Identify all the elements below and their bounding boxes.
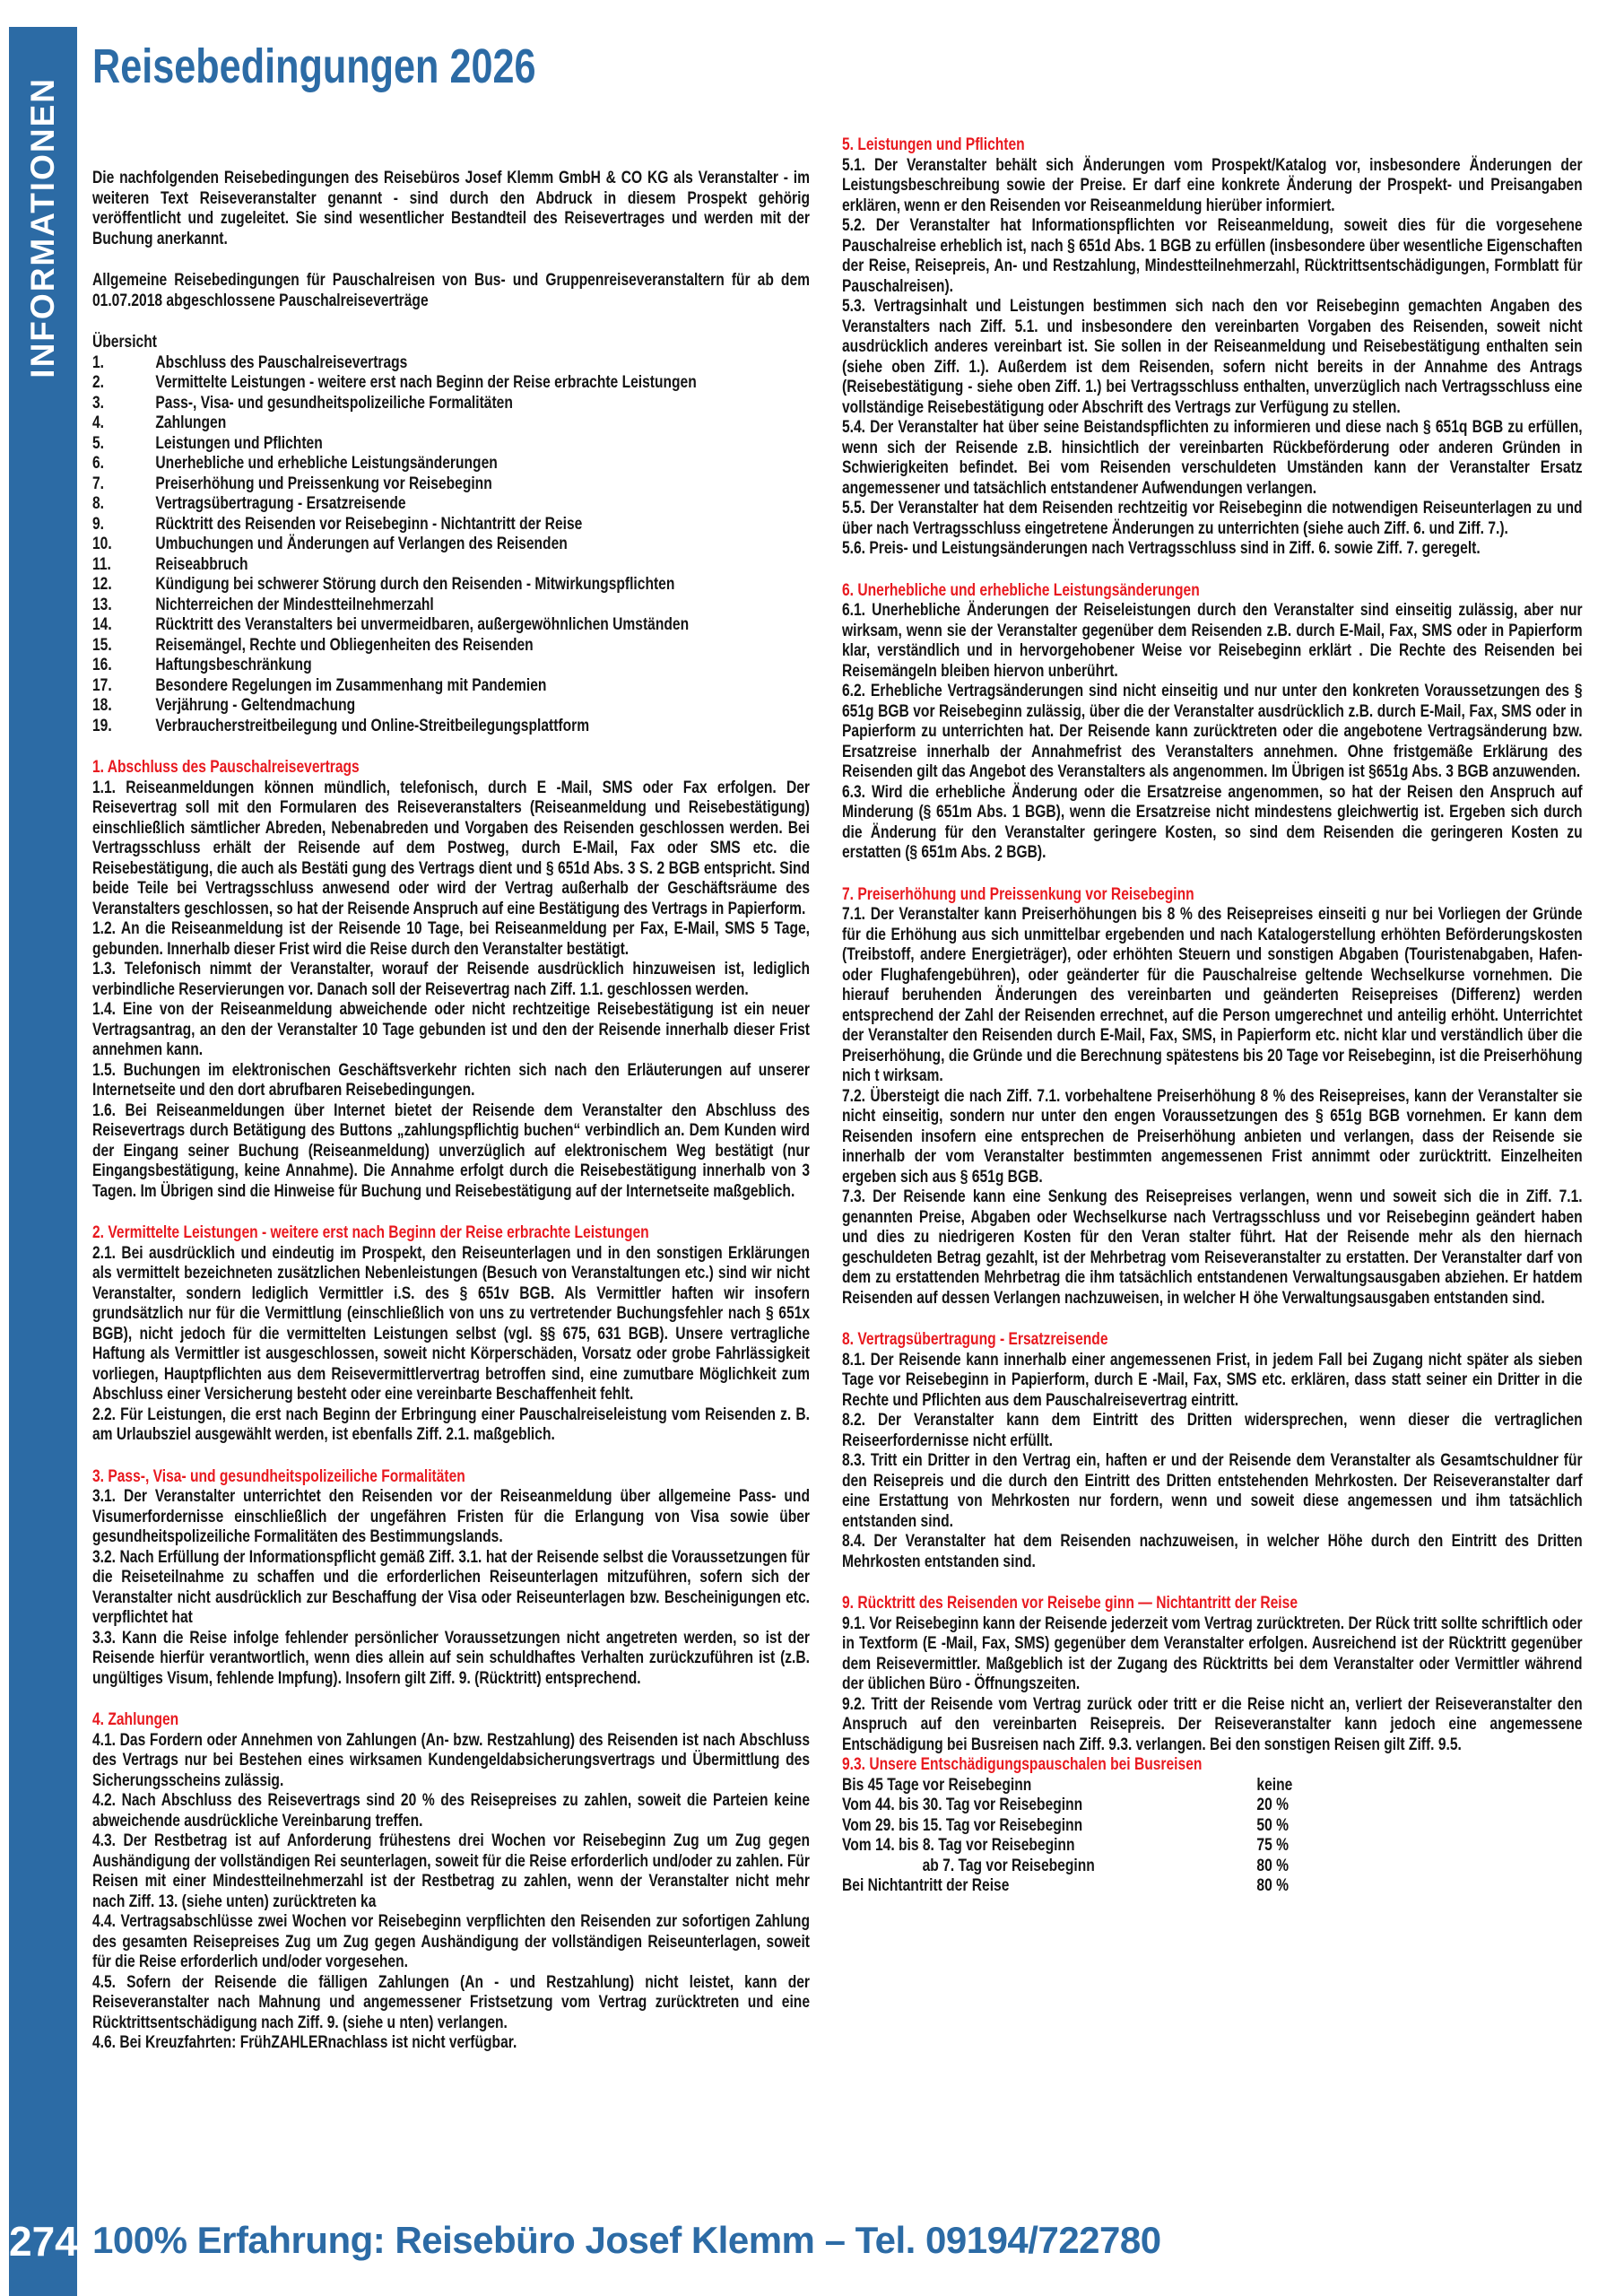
overview-item-n: 10. (92, 534, 112, 554)
paragraph: 4.6. Bei Kreuzfahrten: FrühZAHLERnachlass ist nicht verfügbar. (92, 2032, 517, 2053)
overview-item (92, 595, 810, 615)
section-1 (92, 757, 810, 1201)
overview-item (92, 695, 810, 716)
section-3-heading: 3. Pass-, Visa- und gesundheitspolizeiliche Formalitäten (92, 1465, 465, 1486)
overview-heading: Übersicht (92, 332, 157, 352)
paragraph: 9.2. Tritt der Reisende vom Vertrag zurück oder tritt er die Reise nicht an, verliert der Reiseveranstalter den Anspruch auf den vereinbarten Reisepreis. Der Reiseveranstalter kann jedoch eine angemessene Entschädigung bei Busreisen nach Ziff. 9.3. verlangen. Bei den sonstigen Reisen gilt Ziff. 9.5. (842, 1693, 1583, 1754)
section-5-body (842, 155, 1583, 559)
fee-table-row (842, 1815, 1583, 1836)
paragraph: 4.1. Das Fordern oder Annehmen von Zahlungen (An- bzw. Restzahlung) des Reisenden ist nach Abschluss des Vertrags nur bei Bestehen eines wirksamen Kundengeldabsicherungsvertrags und Übermittlung des Sicherungsscheins zulässig. (92, 1729, 810, 1790)
section-9 (842, 1593, 1583, 1896)
paragraph: 1.4. Eine von der Reiseanmeldung abweichende oder nicht rechtzeitige Reisebestätigung ist ein neuer Vertragsantrag, an den der Veranstalter 10 Tage gebunden ist und den der Reisende innerhalb dieser Frist annehmen kann. (92, 999, 810, 1060)
overview-item-t: Pass-, Visa- und gesundheitspolizeiliche Formalitäten (155, 392, 513, 413)
overview-item (92, 655, 810, 675)
section-3-body (92, 1486, 810, 1688)
overview-list (92, 352, 810, 736)
paragraph: 4.4. Vertragsabschlüsse zwei Wochen vor Reisebeginn verpflichten den Reisenden zur sofortigen Zahlung des gesamten Reisepreises Zug um Zug gegen Aushändigung der vollständigen Reiseunterlagen, soweit für die Reise erforderlich und/oder vorgesehen. (92, 1911, 810, 1972)
section-9-3-subheading: 9.3. Unsere Entschädigungspauschalen bei Busreisen (842, 1754, 1203, 1774)
fee-table-row-v: 20 % (1256, 1795, 1289, 1814)
fee-table-row-t: Vom 44. bis 30. Tag vor Reisebeginn (842, 1795, 1083, 1814)
overview-item-t: Vertragsübertragung - Ersatzreisende (155, 493, 406, 514)
fee-table-row-t: Bei Nichtantritt der Reise (842, 1875, 1010, 1895)
column-right-inner (842, 135, 1583, 1896)
paragraph: 7.2. Übersteigt die nach Ziff. 7.1. vorbehaltene Preiserhöhung 8 % des Reisepreises, kann der Veranstalter sie nicht einseitig, sondern nur unter den engen Voraussetzungen des § 651g BGB vornehmen. Er kann dem Reisenden insofern eine entsprechen de Preiserhöhung anbieten und verlangen, dass der Reisende sie innerhalb der vom Veranstalter bestimmten angemessenen Frist annimmt oder zurücktritt. Einzelheiten ergeben sich aus § 651g BGB. (842, 1085, 1583, 1187)
overview-item (92, 453, 810, 474)
section-8 (842, 1329, 1583, 1571)
fee-table-row (842, 1835, 1583, 1856)
page-number: 274 (9, 2218, 78, 2265)
section-7-body (842, 904, 1583, 1308)
paragraph: 6.1. Unerhebliche Änderungen der Reiseleistungen durch den Veranstalter sind einseitig zulässig, aber nur wirksam, wenn sie der Veranstalter gegenüber dem Reisenden z.B. durch E-Mail, Fax, SMS oder in Papierform klar, verständlich und in hervorgehobener Weise vor Reisebeginn erklärt . Die Rechte des Reisenden bei Reisemängeln bleiben hiervon unberührt. (842, 600, 1583, 681)
column-left (92, 41, 810, 2151)
overview-item-n: 6. (92, 453, 105, 474)
paragraph: 8.3. Tritt ein Dritter in den Vertrag ein, haften er und der Reisende dem Veranstalter als Gesamtschuldner für den Reisepreis und die durch den Eintritt des Dritten entstehenden Mehrkosten. Der Reiseveranstalter darf eine Erstattung von Mehrkosten nur fordern, wenn und soweit diese angemessen und ihm tatsächlich entstanden sind. (842, 1450, 1583, 1531)
fee-table-row-v: 50 % (1256, 1814, 1289, 1835)
paragraph: 1.5. Buchungen im elektronischen Geschäftsverkehr richten sich nach den Erläuterungen auf unserer Internetseite und den dort abrufbaren Reisebedingungen. (92, 1059, 810, 1100)
section-4-heading: 4. Zahlungen (92, 1709, 179, 1730)
overview-item-t: Reiseabbruch (155, 553, 248, 574)
column-left-inner (92, 41, 810, 2053)
overview-item-t: Nichterreichen der Mindestteilnehmerzahl (155, 594, 434, 614)
fee-table-row (842, 1875, 1583, 1896)
section-1-body (92, 778, 810, 1202)
fee-table-row-t: Bis 45 Tage vor Reisebeginn (842, 1774, 1032, 1795)
paragraph: 8.1. Der Reisende kann innerhalb einer angemessenen Frist, in jedem Fall bei Zugang nicht später als sieben Tage vor Reisebeginn in Papierform, durch E -Mail, Fax, SMS etc. erklären, dass statt seiner ein Dritter in die Rechte und Pflichten aus dem Pauschalreisevertrag eintritt. (842, 1349, 1583, 1410)
overview-item-t: Vermittelte Leistungen - weitere erst nach Beginn der Reise erbrachte Leistungen (155, 372, 697, 393)
overview-item-n: 19. (92, 715, 112, 735)
fee-table-row-t: Vom 29. bis 15. Tag vor Reisebeginn (842, 1814, 1083, 1835)
fee-table-row (842, 1856, 1583, 1876)
overview (92, 332, 810, 735)
paragraph: 2.1. Bei ausdrücklich und eindeutig im Prospekt, den Reiseunterlagen und in den sonstigen Erklärungen als vermittelt bezeichneten zusätzlichen Nebenleistungen (Besuch von Veranstaltungen etc.) sind wir nicht Veranstalter, sondern lediglich Vermittler i.S. des § 651v BGB. Als Vermittler haften wir insofern grundsätzlich nur für die Vermittlung (einschließlich von uns zu vertretender Buchungsfehler nach § 651x BGB), nicht jedoch für die vermittelten Leistungen selbst (vgl. §§ 675, 631 BGB). Unsere vertragliche Haftung als Vermittler ist ausgeschlossen, soweit nicht Körperschäden, Vorsatz oder grobe Fahrlässigkeit vorliegen, Hauptpflichten aus dem Reisevermittlervertrag betroffen sind, eine zumutbare Möglichkeit zum Abschluss einer Versicherung besteht oder eine vereinbarte Beschaffenheit fehlt. (92, 1242, 810, 1405)
section-2 (92, 1222, 810, 1445)
section-6-heading: 6. Unerhebliche und erhebliche Leistungsänderungen (842, 579, 1200, 600)
section-6-body (842, 600, 1583, 863)
paragraph: 9.1. Vor Reisebeginn kann der Reisende jederzeit vom Vertrag zurücktreten. Der Rück tritt sollte schriftlich oder in Textform (E -Mail, Fax, SMS) gegenüber dem Veranstalter erfolgen. Ausreichend ist der Rücktritt gegenüber dem Reisevermittler. Maßgeblich ist der Zugang des Rücktritts bei dem Veranstalter oder Vermittler während der üblichen Büro - Öffnungszeiten. (842, 1613, 1583, 1693)
paragraph: 5.6. Preis- und Leistungsänderungen nach Vertragsschluss sind in Ziff. 6. sowie Ziff. 7. geregelt. (842, 538, 1481, 558)
paragraph: 3.2. Nach Erfüllung der Informationspflicht gemäß Ziff. 3.1. hat der Reisende selbst die Voraussetzungen für die Reiseteilnahme zu schaffen und die erforderlichen Reiseunterlagen mitzuführen, sofern sich der Veranstalter nicht ausdrücklich zur Beschaffung der Visa oder Reiseunterlagen bzw. Bescheinigungen etc. verpflichtet hat (92, 1546, 810, 1628)
cancellation-fee-table (842, 1775, 1583, 1896)
overview-item-n: 17. (92, 674, 112, 695)
overview-item-t: Rücktritt des Reisenden vor Reisebeginn - Nichtantritt der Reise (155, 513, 583, 534)
overview-item (92, 433, 810, 454)
overview-item (92, 372, 810, 393)
section-4-body (92, 1730, 810, 2053)
overview-item-n: 5. (92, 432, 105, 453)
overview-item (92, 534, 810, 554)
overview-item (92, 352, 810, 373)
paragraph: 1.2. An die Reiseanmeldung ist der Reisende 10 Tage, bei Reiseanmeldung per Fax, E-Mail, SMS 5 Tage, gebunden. Innerhalb dieser Frist wird die Reise durch den Veranstalter bestätigt. (92, 918, 810, 959)
fee-table-row (842, 1775, 1583, 1796)
paragraph: 3.3. Kann die Reise infolge fehlender persönlicher Voraussetzungen nicht angetreten werden, so ist der Reisende hierfür verantwortlich, wenn dies allein auf sein schuldhaftes Verhalten zurückzuführen ist (z.B. ungültiges Visum, fehlende Impfung). Insofern gilt Ziff. 9. (Rücktritt) entsprechend. (92, 1627, 810, 1688)
overview-item-t: Kündigung bei schwerer Störung durch den Reisenden - Mitwirkungspflichten (155, 574, 675, 595)
fee-table-row (842, 1795, 1583, 1815)
overview-item-n: 12. (92, 574, 112, 595)
overview-item-n: 16. (92, 655, 112, 675)
overview-item-n: 3. (92, 392, 105, 413)
overview-item-n: 14. (92, 614, 112, 635)
sidebar-bar (9, 27, 77, 2296)
overview-item-n: 4. (92, 413, 105, 433)
overview-item-t: Haftungsbeschränkung (155, 655, 312, 675)
overview-item (92, 614, 810, 635)
section-7 (842, 884, 1583, 1309)
fee-table-row-t: Vom 14. bis 8. Tag vor Reisebeginn (842, 1835, 1075, 1855)
overview-item-n: 15. (92, 634, 112, 655)
paragraph: 1.6. Bei Reiseanmeldungen über Internet bietet der Reisende dem Veranstalter den Abschluss des Reisevertrags durch Betätigung des Buttons „zahlungspflichtig buchen“ verbindlich an. Dem Kunden wird der Eingang seiner Buchung (Reiseanmeldung) unverzüglich auf elektronischem Weg bestätigt (nur Eingangsbestätigung, keine Annahme). Die Annahme erfolgt durch die Reisebestätigung innerhalb von 3 Tagen. Im Übrigen sind die Hinweise für Buchung und Reisebestätigung auf der Internetseite maßgeblich. (92, 1100, 810, 1201)
paragraph: 5.1. Der Veranstalter behält sich Änderungen vom Prospekt/Katalog vor, insbesondere Änderungen der Leistungsbeschreibung sowie der Preise. Er darf eine konkrete Änderung der Prospekt- und Preisangaben erklären, wenn er den Reisenden vor Reiseanmeldung hierüber informiert. (842, 154, 1583, 215)
paragraph: 8.2. Der Veranstalter kann dem Eintritt des Dritten widersprechen, wenn dieser die vertraglichen Reiseerfordernisse nicht erfüllt. (842, 1410, 1583, 1450)
content-columns (92, 41, 1592, 2151)
intro-paragraph-1: Die nachfolgenden Reisebedingungen des Reisebüros Josef Klemm GmbH & CO KG als Veranstalter - im weiteren Text Reiseveranstalter genannt - sind durch den Abdruck in diesem Prospekt gehörig veröffentlicht und zugeleitet. Sie sind wesentlicher Bestandteil des Reisevertrages und werden mit der Buchung anerkannt. (92, 168, 810, 248)
paragraph: 6.2. Erhebliche Vertragsänderungen sind nicht einseitig und nur unter den konkreten Voraussetzungen des § 651g BGB vor Reisebeginn zulässig, über die der Veranstalter ausdrücklich z.B. durch E-Mail, Fax, SMS oder in Papierform zu unterrichten hat. Der Reisende kann zurücktreten oder die angebotene Vertragsänderung bzw. Ersatzreise innerhalb der Annahmefrist des Veranstalters annehmen. Ohne fristgemäße Erklärung des Reisenden gilt das Angebot des Veranstalters als angenommen. Im Übrigen ist §651g Abs. 3 BGB anzuwenden. (842, 681, 1583, 781)
overview-item-t: Abschluss des Pauschalreisevertrags (155, 352, 408, 372)
overview-item (92, 514, 810, 535)
paragraph: 7.1. Der Veranstalter kann Preiserhöhungen bis 8 % des Reisepreises einseiti g nur bei Vorliegen der Gründe für die Erhöhung aus sich unmittelbar ergebenden und nach Katalogerstellung erhöhten Beförderungskosten (Treibstoff, andere Energieträger), oder erhöhten Steuern und sonstigen Abgaben (Touristenabgaben, Hafen- oder Flughafengebühren), oder geänderter für die Pauschalreise geltende Wechselkurse vornehmen. Die hierauf beruhenden Änderungen des vereinbarten und geänderten Reisepreises (Differenz) werden entsprechend der Zahl der Reisenden errechnet, auf die Person umgerechnet und anteilig erhöht. Unterrichtet der Veranstalter den Reisenden durch E-Mail, Fax, SMS, in Papierform etc. nicht klar und verständlich über die Preiserhöhung, die Gründe und die Berechnung spätestens bis 20 Tage vor Reisebeginn, ist die Preiserhöhung nich t wirksam. (842, 904, 1583, 1085)
paragraph: 8.4. Der Veranstalter hat dem Reisenden nachzuweisen, in welcher Höhe durch den Eintritt des Dritten Mehrkosten entstanden sind. (842, 1531, 1583, 1571)
intro-paragraph-2: Allgemeine Reisebedingungen für Pauschalreisen von Bus- und Gruppenreiseveranstaltern für ab dem 01.07.2018 abgeschlossene Pauschalreiseverträge (92, 270, 810, 310)
overview-item-t: Leistungen und Pflichten (155, 432, 323, 453)
paragraph: 3.1. Der Veranstalter unterrichtet den Reisenden vor der Reiseanmeldung über allgemeine Pass- und Visumerfordernisse einschließlich der ungefähren Fristen für die Erlangung von Visa sowie über gesundheitspolizeiliche Formalitäten des Bestimmungslands. (92, 1486, 810, 1547)
paragraph: 4.2. Nach Abschluss des Reisevertrags sind 20 % des Reisepreises zu zahlen, soweit die Parteien keine abweichende ausdrückliche Vereinbarung treffen. (92, 1790, 810, 1831)
overview-item (92, 493, 810, 514)
section-9-body (842, 1613, 1583, 1755)
overview-item (92, 716, 810, 736)
column-right (842, 41, 1583, 2151)
overview-item (92, 474, 810, 494)
overview-item (92, 574, 810, 595)
overview-item-t: Verbraucherstreitbeilegung und Online-Streitbeilegungsplattform (155, 715, 590, 735)
paragraph: 4.3. Der Restbetrag ist auf Anforderung frühestens drei Wochen vor Reisebeginn Zug um Zug gegen Aushändigung der vollständigen Rei seunterlagen, soweit für die Reise erforderlich und/oder zu zahlen. Für Reisen mit einer Mindestteilnehmerzahl ist der Restbetrag zu zahlen, wenn der Veranstalter nicht mehr nach Ziff. 13. (siehe unten) zurücktreten ka (92, 1831, 810, 1911)
sidebar-label-wrap (9, 77, 77, 378)
section-8-body (842, 1350, 1583, 1572)
section-3 (92, 1466, 810, 1689)
fee-table-row-v: 75 % (1256, 1835, 1289, 1855)
paragraph: 7.3. Der Reisende kann eine Senkung des Reisepreises verlangen, wenn und soweit sich die in Ziff. 7.1. genannten Preise, Abgaben oder Wechselkurse nach Vertragsschluss und vor Reisebeginn geändert haben und dies zu niedrigeren Kosten für den Veran stalter führt. Hat der Reisende mehr als den hiernach geschuldeten Betrag gezahlt, ist der Mehrbetrag vom Reiseveranstalter zu erstatten. Der Veranstalter darf von dem zu erstattenden Mehrbetrag die ihm tatsächlich entstandenen Verwaltungsausgaben abziehen. Er hatdem Reisenden auf dessen Verlangen nachzuweisen, in welcher H öhe Verwaltungsausgaben entstanden sind. (842, 1187, 1583, 1308)
overview-item (92, 635, 810, 656)
fee-table-row-v: keine (1256, 1774, 1293, 1795)
section-4 (92, 1709, 810, 2053)
section-8-heading: 8. Vertragsübertragung - Ersatzreisende (842, 1329, 1108, 1349)
section-7-heading: 7. Preiserhöhung und Preissenkung vor Reisebeginn (842, 883, 1194, 904)
overview-item-t: Unerhebliche und erhebliche Leistungsänderungen (155, 453, 498, 474)
paragraph: 2.2. Für Leistungen, die erst nach Beginn der Erbringung einer Pauschalreiseleistung vom Reisenden z. B. am Urlaubsziel ausgewählt werden, ist ebenfalls Ziff. 2.1. maßgeblich. (92, 1404, 810, 1445)
overview-item-t: Verjährung - Geltendmachung (155, 695, 356, 716)
overview-item (92, 413, 810, 433)
section-2-body (92, 1243, 810, 1445)
overview-item-t: Rücktritt des Veranstalters bei unvermeidbaren, außergewöhnlichen Umständen (155, 614, 690, 635)
paragraph: 5.3. Vertragsinhalt und Leistungen bestimmen sich nach den vor Reisebeginn gemachten Angaben des Veranstalters nach Ziff. 5.1. und insbesondere den vereinbarten Vorgaben des Reisenden, soweit nicht ausdrücklich anderes vereinbart ist. Sie sollen in der Reiseanmeldung und Reisebestätigung enthalten sein (siehe oben Ziff. 1.). Außerdem ist dem Reisenden, sofern nicht bereits in der Annahme des Antrags (Reisebestätigung - siehe oben Ziff. 1.) bei Vertragsschluss enthalten, unverzüglich nach Vertragsschluss eine vollständige Reisebestätigung oder Abschrift des Vertrags zur Verfügung zu stellen. (842, 296, 1583, 417)
section-5-heading: 5. Leistungen und Pflichten (842, 135, 1025, 154)
overview-item-t: Zahlungen (155, 413, 227, 433)
sidebar-label: INFORMATIONEN (24, 77, 61, 378)
overview-item-n: 13. (92, 594, 112, 614)
section-2-heading: 2. Vermittelte Leistungen - weitere erst nach Beginn der Reise erbrachte Leistungen (92, 1222, 649, 1243)
paragraph: 6.3. Wird die erhebliche Änderung oder die Ersatzreise angenommen, so hat der Reisen den Anspruch auf Minderung (§ 651m Abs. 1 BGB), wenn die Ersatzreise nicht mindestens gleichwertig ist. Ergeben sich durch die Änderung für den Veranstalter geringere Kosten, so sind dem Reisenden die geringeren Kosten zu erstatten (§ 651m Abs. 2 BGB). (842, 781, 1583, 862)
fee-table-row-t: ab 7. Tag vor Reisebeginn (922, 1855, 1095, 1875)
overview-item-t: Besondere Regelungen im Zusammenhang mit Pandemien (155, 674, 547, 695)
overview-item (92, 393, 810, 413)
fee-table-row-v: 80 % (1256, 1855, 1289, 1875)
overview-item-n: 8. (92, 493, 105, 514)
section-5 (842, 135, 1583, 559)
overview-item-n: 1. (92, 352, 105, 372)
section-9-heading: 9. Rücktritt des Reisenden vor Reisebe ginn — Nichtantritt der Reise (842, 1593, 1298, 1613)
paragraph: 5.4. Der Veranstalter hat über seine Beistandspflichten zu informieren und diese nach § 651q BGB zu erfüllen, wenn sich der Reisende z.B. hinsichtlich der vereinbarten Rückbeförderung oder anderen Gründen in Schwierigkeiten befindet. Bei vom Reisenden verschuldeten Umständen kann der Veranstalter Ersatz angemessener und tatsächlich entstandener Aufwendungen verlangen. (842, 417, 1583, 498)
footer-text: 100% Erfahrung: Reisebüro Josef Klemm – Tel. 09194/722780 (92, 2219, 1161, 2261)
page-title: Reisebedingungen 2026 (92, 41, 536, 93)
paragraph: 5.2. Der Veranstalter hat Informationspflichten vor Reiseanmeldung, soweit dies für die vorgesehene Pauschalreise erheblich ist, nach § 651d Abs. 1 BGB zu erfüllen (insbesondere über wesentliche Eigenschaften der Reise, Reisepreis, An- und Restzahlung, Mindestteilnehmerzahl, Rücktrittsentschädigungen, Formblatt für Pauschalreisen). (842, 215, 1583, 296)
fee-table-row-v: 80 % (1256, 1875, 1289, 1895)
section-6 (842, 580, 1583, 863)
overview-item-t: Umbuchungen und Änderungen auf Verlangen des Reisenden (155, 534, 568, 554)
paragraph: 4.5. Sofern der Reisende die fälligen Zahlungen (An - und Restzahlung) nicht leistet, kann der Reiseveranstalter nach Mahnung und angemessener Fristsetzung vom Vertrag zurücktreten und eine Rücktrittsentschädigung nach Ziff. 9. (siehe u nten) verlangen. (92, 1971, 810, 2032)
overview-item (92, 554, 810, 575)
overview-item-n: 18. (92, 695, 112, 716)
paragraph: 1.3. Telefonisch nimmt der Veranstalter, worauf der Reisende ausdrücklich hinzuweisen ist, lediglich verbindliche Reservierungen vor. Danach soll der Reisevertrag nach Ziff. 1.1. geschlossen werden. (92, 959, 810, 999)
overview-item-t: Reisemängel, Rechte und Obliegenheiten des Reisenden (155, 634, 534, 655)
paragraph: 5.5. Der Veranstalter hat dem Reisenden rechtzeitig vor Reisebeginn die notwendigen Reiseunterlagen zu und über nach Vertragsschluss eingetretene Änderungen zu unterrichten (siehe auch Ziff. 6. und Ziff. 7.). (842, 498, 1583, 538)
overview-item-n: 2. (92, 372, 105, 393)
overview-item-t: Preiserhöhung und Preissenkung vor Reisebeginn (155, 473, 492, 493)
paragraph: 1.1. Reiseanmeldungen können mündlich, telefonisch, durch E -Mail, SMS oder Fax erfolgen. Der Reisevertrag soll mit den Formularen des Reiseveranstalters (Reiseanmeldung und Reisebestätigung) einschließlich sämtlicher Abreden, Nebenabreden und Vorgaben des Reisenden geschlossen werden. Bei Vertragsschluss erhält der Reisende auf dem Postweg, durch E-Mail, Fax oder SMS etc. die Reisebestätigung, die auch als Bestäti gung des Vertrags dient und § 651d Abs. 3 S. 2 BGB entspricht. Sind beide Teile bei Vertragsschluss anwesend oder wird der Vertrag außerhalb der Geschäftsräume des Veranstalters geschlossen, so hat der Reisende Anspruch auf eine Bestätigung des Vertrags in Papierform. (92, 777, 810, 918)
overview-item (92, 675, 810, 696)
overview-item-n: 7. (92, 473, 105, 493)
overview-item-n: 9. (92, 513, 105, 534)
section-1-heading: 1. Abschluss des Pauschalreisevertrags (92, 757, 360, 778)
overview-item-n: 11. (92, 553, 111, 574)
